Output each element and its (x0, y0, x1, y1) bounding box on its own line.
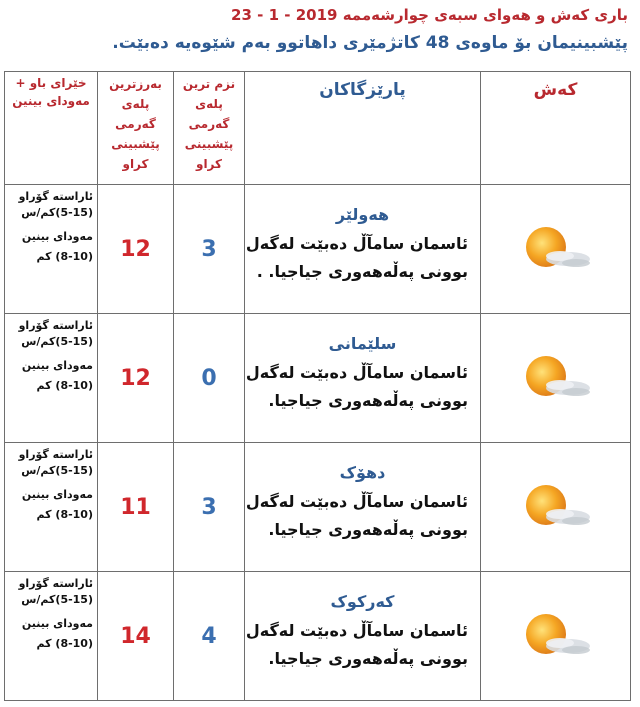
header-min-line: کراو (195, 157, 222, 171)
weather-cell (481, 185, 631, 314)
header-max-line: کراو (122, 157, 149, 171)
header-max-line: بەرزترین (109, 77, 162, 91)
table-header-row (5, 72, 631, 185)
visibility-value: (8-10) کم (36, 379, 93, 392)
header-wind-visibility (5, 72, 98, 185)
forecast-description: بوونی پەڵەهەوری جیاجیا. . (256, 261, 468, 281)
wind-direction: ئاراستە گۆراو (18, 577, 93, 590)
header-wind-line: خێرای باو + (15, 76, 87, 90)
max-temp: 12 (98, 314, 174, 443)
province-cell (245, 443, 481, 572)
header-min-line: گەرمی (188, 117, 230, 131)
weather-cell (481, 572, 631, 701)
partly-cloudy-sun-icon (516, 477, 596, 537)
header-min-line: پلەی (195, 97, 223, 111)
forecast-description: ئاسمان سامآڵ دەبێت لەگەل (245, 233, 468, 253)
forecast-table (4, 71, 631, 701)
header-min-line: نزم ترین (182, 77, 236, 91)
forecast-description: بوونی پەڵەهەوری جیاجیا. (268, 648, 468, 668)
visibility-label: مەودای بینین (21, 359, 93, 372)
forecast-description: ئاسمان سامآڵ دەبێت لەگەل (245, 491, 468, 511)
partly-cloudy-sun-icon (516, 348, 596, 408)
header-wind-line: مەودای بینین (12, 94, 90, 108)
forecast-intro: پێشبینیمان بۆ ماوەی 48 کاتژمێری داهاتوو بەم شێوەیە دەبێت. (112, 33, 628, 53)
wind-direction: ئاراستە گۆراو (18, 319, 93, 332)
wind-visibility-cell (5, 443, 98, 572)
province-name: سلێمانی (328, 333, 397, 353)
visibility-value: (8-10) کم (36, 637, 93, 650)
weather-cell (481, 443, 631, 572)
min-temp: 0 (174, 314, 245, 443)
province-name: کەرکوک (330, 591, 395, 611)
min-temp: 4 (174, 572, 245, 701)
wind-speed: (5-15)کم/س (21, 593, 93, 606)
partly-cloudy-sun-icon (516, 219, 596, 279)
header-min-temp (174, 72, 245, 185)
forecast-description: ئاسمان سامآڵ دەبێت لەگەل (245, 362, 468, 382)
province-cell (245, 314, 481, 443)
province-name: هەولێر (335, 204, 390, 224)
visibility-label: مەودای بینین (21, 230, 93, 243)
visibility-label: مەودای بینین (21, 488, 93, 501)
partly-cloudy-sun-icon (516, 606, 596, 666)
province-name: دهۆک (339, 462, 386, 482)
min-temp: 3 (174, 443, 245, 572)
wind-visibility-cell (5, 314, 98, 443)
max-temp: 11 (98, 443, 174, 572)
table-row (5, 185, 631, 314)
wind-speed: (5-15)کم/س (21, 335, 93, 348)
max-temp: 14 (98, 572, 174, 701)
header-max-line: گەرمی (115, 117, 156, 131)
wind-visibility-cell (5, 572, 98, 701)
header-provinces: پارێزگاکان (245, 72, 481, 185)
max-temp: 12 (98, 185, 174, 314)
header-min-line: پێشبینی (184, 137, 234, 151)
table-row (5, 443, 631, 572)
visibility-value: (8-10) کم (36, 508, 93, 521)
header-max-line: پێشبینی (111, 137, 160, 151)
province-cell (245, 185, 481, 314)
wind-speed: (5-15)کم/س (21, 206, 93, 219)
forecast-description: بوونی پەڵەهەوری جیاجیا. (268, 390, 468, 410)
header-max-line: پلەی (121, 97, 150, 111)
table-row (5, 314, 631, 443)
weather-cell (481, 314, 631, 443)
table-row (5, 572, 631, 701)
forecast-description: ئاسمان سامآڵ دەبێت لەگەل (245, 620, 468, 640)
forecast-description: بوونی پەڵەهەوری جیاجیا. (268, 519, 468, 539)
report-date: 23 - 1 - 2019 (231, 6, 338, 24)
wind-visibility-cell (5, 185, 98, 314)
visibility-label: مەودای بینین (21, 617, 93, 630)
visibility-value: (8-10) کم (36, 250, 93, 263)
report-title (28, 2, 628, 28)
report-title-text: باری کەش و هەوای سبەی چوارشەممە (342, 6, 628, 24)
province-cell (245, 572, 481, 701)
header-max-temp (98, 72, 174, 185)
wind-speed: (5-15)کم/س (21, 464, 93, 477)
wind-direction: ئاراستە گۆراو (18, 190, 93, 203)
min-temp: 3 (174, 185, 245, 314)
wind-direction: ئاراستە گۆراو (18, 448, 93, 461)
header-weather: کەش (481, 72, 631, 185)
